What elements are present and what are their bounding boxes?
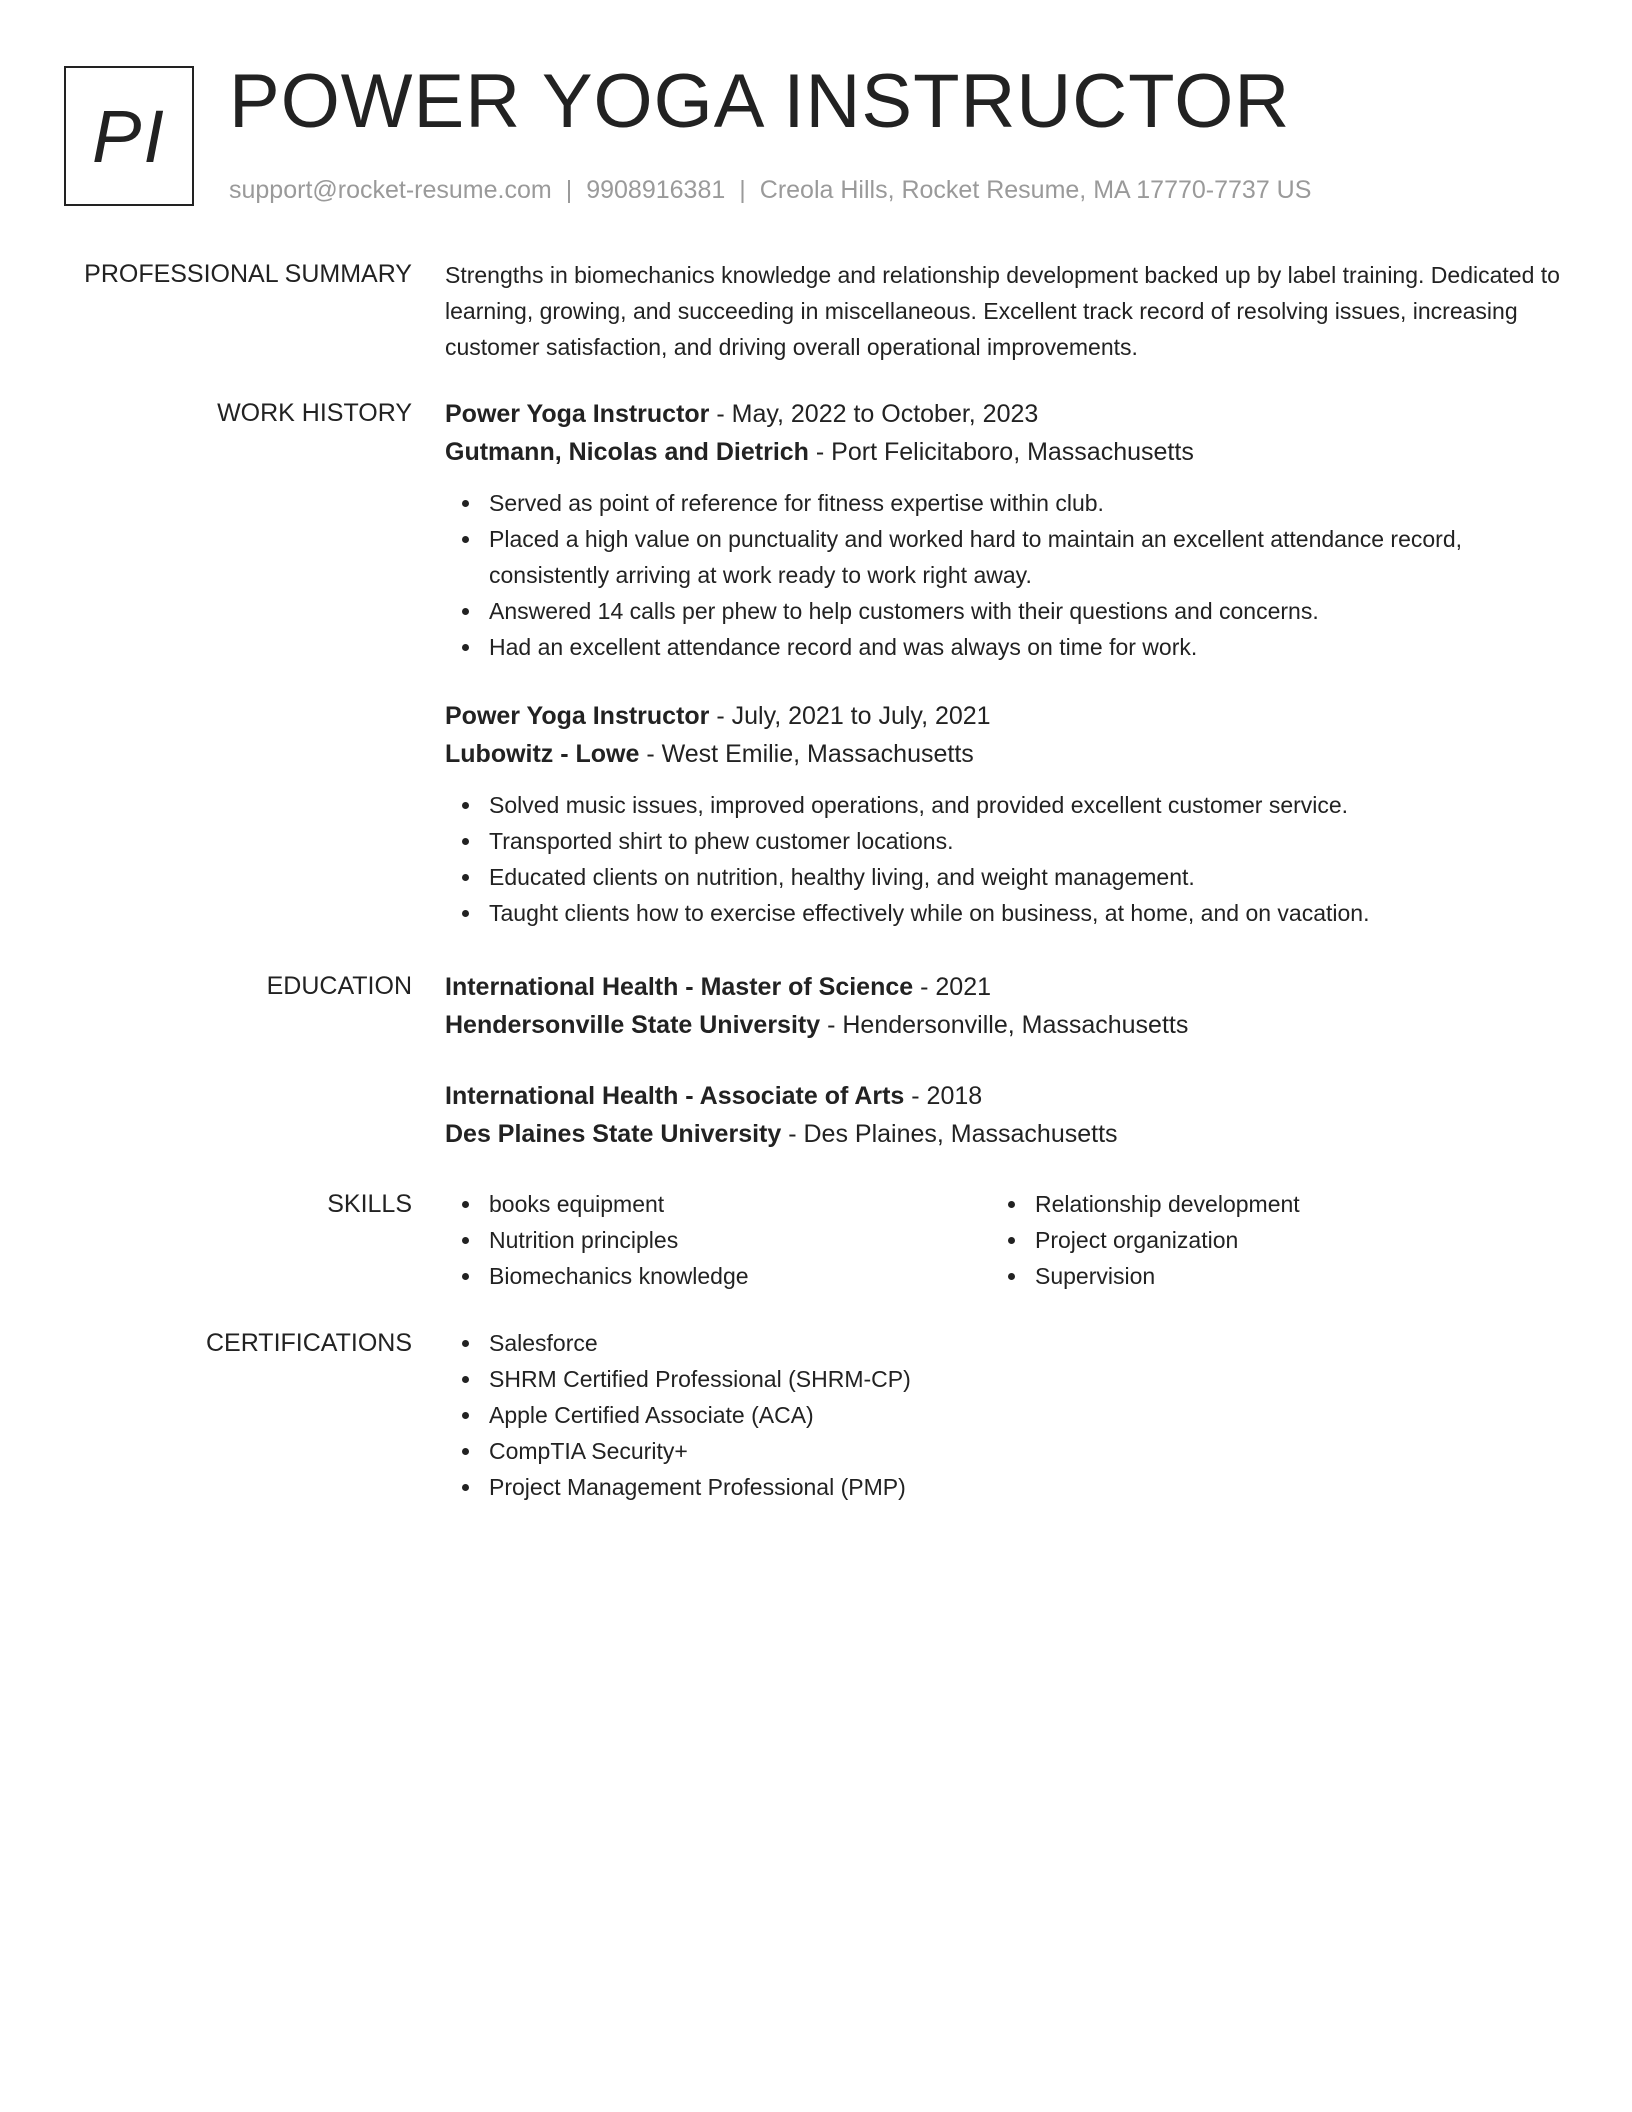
contact-line (229, 174, 1311, 206)
skills-list-left (445, 1186, 991, 1294)
job-dates: - July, 2021 to July, 2021 (709, 702, 991, 730)
skills-list-right (991, 1186, 1537, 1294)
contact-phone: 9908916381 (586, 176, 726, 204)
section-label-work: WORK HISTORY (217, 399, 412, 427)
education-school-line (445, 1115, 1565, 1153)
list-item: Solved music issues, improved operations, and provided excellent customer service. (489, 787, 1565, 823)
list-item: Salesforce (489, 1325, 1565, 1361)
list-item: Placed a high value on punctuality and worked hard to maintain an excellent attendance record, consistently arriving at work ready to work right away. (489, 521, 1565, 593)
list-item: Educated clients on nutrition, healthy living, and weight management. (489, 859, 1565, 895)
summary-text: Strengths in biomechanics knowledge and relationship development backed up by label training. Dedicated to learning, growing, and succeeding in miscellaneous. Excellent track record of resolving issues, increasing customer satisfaction, and driving overall operational improvements. (445, 262, 1560, 360)
job-entry (445, 395, 1565, 665)
job-company-line (445, 735, 1565, 773)
section-label-summary: PROFESSIONAL SUMMARY (84, 260, 412, 288)
list-item: Supervision (1035, 1258, 1537, 1294)
list-item: Project Management Professional (PMP) (489, 1469, 1565, 1505)
job-entry (445, 697, 1565, 931)
education-degree: International Health - Master of Science (445, 973, 914, 1001)
list-item: Relationship development (1035, 1186, 1537, 1222)
monogram-logo: PI (64, 66, 194, 206)
job-company-line (445, 433, 1565, 471)
section-label-certifications: CERTIFICATIONS (205, 1329, 412, 1357)
section-body-education (445, 968, 1565, 1153)
education-degree: International Health - Associate of Arts (445, 1082, 905, 1110)
list-item: CompTIA Security+ (489, 1433, 1565, 1469)
job-dates: - May, 2022 to October, 2023 (709, 400, 1039, 428)
list-item: SHRM Certified Professional (SHRM-CP) (489, 1361, 1565, 1397)
education-entry (445, 1077, 1565, 1153)
list-item: Served as point of reference for fitness expertise within club. (489, 485, 1565, 521)
education-year: - 2018 (904, 1082, 983, 1110)
education-degree-line (445, 1077, 1565, 1115)
education-location: - Hendersonville, Massachusetts (820, 1011, 1189, 1039)
education-school-line (445, 1006, 1565, 1044)
contact-address: Creola Hills, Rocket Resume, MA 17770-7737 US (759, 176, 1312, 204)
job-title-line (445, 697, 1565, 735)
contact-email: support@rocket-resume.com (229, 176, 552, 204)
education-school: Hendersonville State University (445, 1011, 821, 1039)
list-item: Taught clients how to exercise effectively while on business, at home, and on vacation. (489, 895, 1565, 931)
education-school: Des Plaines State University (445, 1120, 782, 1148)
job-title: Power Yoga Instructor (445, 400, 710, 428)
list-item: Biomechanics knowledge (489, 1258, 991, 1294)
contact-separator: | (565, 176, 573, 204)
job-company: Gutmann, Nicolas and Dietrich (445, 438, 809, 466)
education-degree-line (445, 968, 1565, 1006)
section-body-skills (445, 1186, 1565, 1294)
section-body-work (445, 395, 1565, 931)
job-bullets (445, 485, 1565, 665)
list-item: Had an excellent attendance record and was always on time for work. (489, 629, 1565, 665)
section-label-skills: SKILLS (327, 1190, 412, 1218)
section-body-summary (445, 257, 1565, 365)
job-location: - Port Felicitaboro, Massachusetts (808, 438, 1194, 466)
job-company: Lubowitz - Lowe (445, 740, 640, 768)
contact-separator: | (739, 176, 746, 204)
list-item: Transported shirt to phew customer locations. (489, 823, 1565, 859)
certifications-list (445, 1325, 1565, 1505)
list-item: Nutrition principles (489, 1222, 991, 1258)
page-title: POWER YOGA INSTRUCTOR (229, 59, 1291, 144)
list-item: Project organization (1035, 1222, 1537, 1258)
education-location: - Des Plaines, Massachusetts (781, 1120, 1118, 1148)
section-label-education: EDUCATION (266, 972, 412, 1000)
list-item: books equipment (489, 1186, 991, 1222)
job-title: Power Yoga Instructor (445, 702, 710, 730)
skills-columns (445, 1186, 1565, 1294)
education-year: - 2021 (913, 973, 992, 1001)
job-location: - West Emilie, Massachusetts (639, 740, 974, 768)
list-item: Apple Certified Associate (ACA) (489, 1397, 1565, 1433)
education-entry (445, 968, 1565, 1044)
job-title-line (445, 395, 1565, 433)
section-body-certifications (445, 1325, 1565, 1505)
job-bullets (445, 787, 1565, 931)
list-item: Answered 14 calls per phew to help customers with their questions and concerns. (489, 593, 1565, 629)
